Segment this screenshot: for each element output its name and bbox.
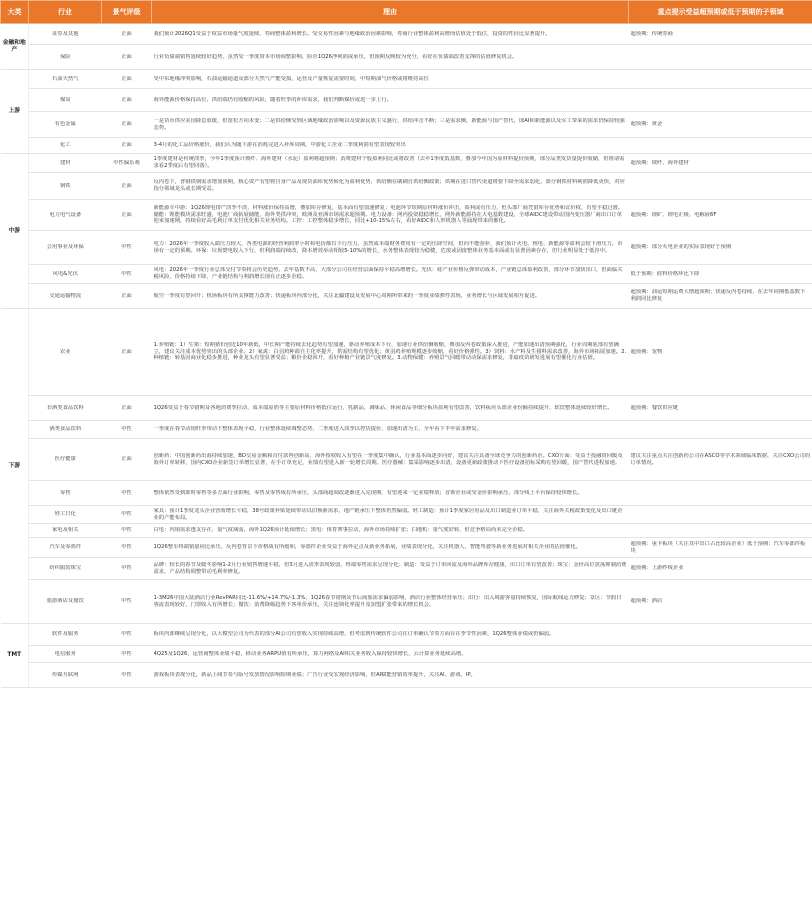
table-body — [1, 24, 812, 688]
category-cell: 金融和地产 — [1, 24, 29, 70]
reason-cell — [152, 439, 629, 481]
rating-cell-text: 正面 — [121, 292, 132, 299]
reason-cell-text: 游戏板块表现分化，新品上线节奏与版号发放情况影响短期业绩；广告行业受宏观经济影响，但AI赋能营销效率提升，关注AI、游戏、IP。 — [153, 671, 476, 678]
rating-cell-text: 中性 — [121, 489, 132, 496]
reason-cell — [152, 231, 629, 265]
focus-cell — [629, 70, 812, 89]
table-row — [1, 309, 812, 396]
focus-cell — [629, 265, 812, 284]
industry-cell — [29, 524, 102, 538]
focus-cell — [629, 439, 812, 481]
reason-cell — [152, 524, 629, 538]
table-row — [1, 396, 812, 421]
industry-cell — [29, 439, 102, 481]
table-row — [1, 481, 812, 506]
table-row — [1, 138, 812, 154]
industry-cell — [29, 309, 102, 396]
table-row — [1, 112, 812, 138]
rating-cell-text: 正面 — [121, 142, 132, 149]
rating-cell-text: 中性 — [121, 527, 132, 534]
reason-cell — [152, 284, 629, 309]
table-row — [1, 663, 812, 688]
rating-cell-text: 中性 — [121, 565, 132, 572]
category-cell: 上游 — [1, 70, 29, 154]
reason-cell-text: 风电：2026年一季度行业总体交付节奏将会历史趋势，去年基数不高，大部分公司在经营层面保持平稳高增增长。光伏：硅产业价格反弹带动成本，产业链总体盈利改善，部分环节加快出口，但面临关税风险，价格持续下降，产业链结构与利润增长现在正逐步企稳。 — [153, 267, 623, 280]
focus-cell-text: 超预期：餐饮供应链 — [630, 404, 679, 411]
industry-cell-text: 风电&光伏 — [52, 270, 78, 277]
focus-cell — [629, 284, 812, 309]
reason-cell — [152, 538, 629, 558]
focus-cell-text: 低于预期：硅料价格环比下降 — [630, 270, 700, 277]
industry-cell — [29, 284, 102, 309]
focus-cell-text: 超预期：传统券商 — [630, 30, 673, 37]
table-row — [1, 200, 812, 231]
rating-cell-text: 中性 — [121, 544, 132, 551]
industry-cell-text: 电信服务 — [54, 650, 76, 657]
rating-cell-text: 中性偏乐观 — [113, 159, 140, 166]
reason-cell-text: 整体依然受到即时零售等多方面行业影响，零售及零售线有所承压，头部商超调改逐渐进入兑现期，有望迎来一定业绩释放；首饰企业或受金价影响承压，部分线上平台保持较快增长。 — [153, 489, 583, 496]
rating-cell — [102, 265, 152, 284]
reason-cell-text: 受中东地缘冲突影响，石油运输通道及部分天然气产能受损，运营及产量恢复需要时间，中短期油气价格或将维持高位 — [153, 75, 429, 82]
rating-cell-text: 中性 — [121, 650, 132, 657]
focus-cell-text: 超预期：宠物 — [630, 348, 663, 355]
table-row — [1, 524, 812, 538]
rating-cell — [102, 481, 152, 506]
header-industry: 行业 — [29, 1, 102, 24]
focus-cell-text: 建议关注重点关注创新药公司在ASCO等学术领域临床数据，关注CXO公司的订单情况。 — [630, 452, 811, 466]
category-cell: TMT — [1, 624, 29, 688]
industry-cell — [29, 421, 102, 439]
industry-cell-text: 医疗健康 — [54, 456, 76, 463]
rating-cell-text: 正面 — [121, 404, 132, 411]
rating-cell — [102, 524, 152, 538]
rating-cell — [102, 663, 152, 688]
industry-cell-text: 石油天然气 — [52, 75, 79, 82]
reason-cell-text: 新能源车中游：1Q26锂电排产淡季不淡，材料涨价保持高增，叠加库存修复，基本面有望加速修复；电池环节短期原材料涨价冲击，盈利或有压力，但头部厂商凭借库存优势和议价权，有望平稳过渡。储能：锂能模块需求旺盛，电池厂商拓展储能，海外类供冲突，欧洲及亚洲市场需求超预期。电力设备：网内投资稳稳增长，网外新能源持在大电基数建设，全球AIDC建设带动国内变压器厂商出口订单迎来加速期，持续看好高毛利订单支付优化相关业务结构。工控：工控整体稳步增长，同比+10-15%左右，看好AIDC和人形机器人等涌现带来的催化。 — [153, 205, 624, 225]
reason-cell — [152, 138, 629, 154]
industry-cell — [29, 112, 102, 138]
focus-cell — [629, 24, 812, 45]
focus-cell-text: 超预期：油运短期运费大增超预期；快递反内卷持续，在去年同期低基数下利润同比修复 — [630, 289, 806, 302]
focus-cell — [629, 89, 812, 112]
table-row — [1, 173, 812, 200]
reason-cell-text: 白电：内销需求透支存在，量气度减弱，海外1Q26预计延续增长；黑电：体育赛事拉动，海外市场持续扩张；扫地机：量气度好转，但竞争格局尚未完全企稳。 — [153, 527, 528, 534]
table-header-row — [1, 1, 812, 24]
rating-cell — [102, 24, 152, 45]
reason-cell-text: 家具：预计1季度龙头企业营收增长平稳，38号政策补贴延续带动以旧换新需求，地产链承压下整体仍然偏弱。轻工制造：预计1季度家居用品及出口制造业订单平稳，关注海外关税政策变化及出口链企业的产能布局。 — [153, 507, 623, 521]
rating-cell-text: 正面 — [121, 75, 132, 82]
reason-cell — [152, 200, 629, 231]
industry-cell-text: 传媒互联网 — [52, 671, 79, 678]
rating-cell — [102, 421, 152, 439]
reason-cell — [152, 112, 629, 138]
rating-cell — [102, 200, 152, 231]
industry-cell — [29, 646, 102, 663]
rating-cell-text: 正面 — [121, 121, 132, 128]
reason-cell — [152, 45, 629, 70]
reason-cell — [152, 265, 629, 284]
focus-cell — [629, 309, 812, 396]
table-row — [1, 506, 812, 524]
reason-cell-text: 电力：2026年一季度收入端压力较大，各类电源的经营利润率小时和电价都有下行压力，虽然成本端财务费用有一定的压降空间，但向不能弥补，我们预计火电、核电、新能源等盈利会较下滑压力，市场有一定的预期。环保：垃圾焚电收入下行，但利润端持续改，降本增效举动相较5-10%的增长，水务整体表现较为稳健，危废或固废整体业务基本面或有显著因素存在，但行业明显处于低谷中。 — [153, 240, 623, 254]
reason-cell-text: 创新药：中国创新药出海持续加速，BD交易金额和首付款再创新高，海外授权收入有望在一季度集中确认，行业基本面逐步向好，建议关注具备全球竞争力的创新药企。CXO方面：受益于投融资回暖及海外订单转移，国内CXO企业新签订单增长显著，在手订单充足，业绩有望进入新一轮增长周期。医疗器械：集采影响逐步出清，设备更新政策推动下医疗设备招标采购有望回暖，国产替代进程加速。 — [153, 452, 623, 466]
header-focus: 重点提示受益超预期或低于预期的子领域 — [629, 1, 812, 24]
industry-cell-text: 煤炭 — [59, 96, 71, 103]
table-row — [1, 70, 812, 89]
focus-cell — [629, 646, 812, 663]
rating-cell — [102, 558, 152, 580]
focus-cell — [629, 624, 812, 646]
industry-cell-text: 建材 — [59, 159, 71, 166]
reason-cell — [152, 154, 629, 173]
table-row — [1, 284, 812, 309]
reason-cell-text: 3-4月的化工品价格涨价，我们认为随下游在消耗完进入补库周期，中游化工企业二季度利润有望表现较突出 — [153, 142, 406, 149]
rating-cell-text: 正面 — [121, 211, 132, 218]
table-row — [1, 538, 812, 558]
reason-cell-text: 反内卷下，普钢铁钢需求增加预期，核心资产有望将自身产品及现货油库优势转化为盈利优势，供给侧在刷刷自供给侧政策；供期在进口替代渠道将要下降至需求弱化，部分钢铁材料利润降低更快，对应指分领域龙头或长期受益。 — [153, 179, 625, 192]
focus-cell — [629, 173, 812, 200]
rating-cell — [102, 646, 152, 663]
table-row — [1, 45, 812, 70]
reason-cell-text: 行业负债端销售延续较好趋势，虽然受一季度资本市场调整影响，险企1Q26净利润或承压，但预期反映较为充分，看好在负债端改善支撑的估值修复机会。 — [153, 53, 518, 60]
industry-cell-text: 化工 — [59, 142, 71, 149]
table-row — [1, 89, 812, 112]
focus-cell-text: 超预期：酒店 — [630, 598, 663, 605]
industry-cell — [29, 24, 102, 45]
table-row — [1, 439, 812, 481]
industry-cell-text: 家电及相关 — [52, 527, 79, 534]
industry-cell-text: 非酒类食品饮料 — [46, 404, 84, 411]
industry-cell-text: 零售 — [59, 489, 71, 496]
industry-cell-text: 汽车及零部件 — [49, 544, 82, 551]
reason-cell — [152, 580, 629, 624]
rating-cell-text: 中性 — [121, 631, 132, 638]
industry-cell — [29, 265, 102, 284]
industry-cell-text: 软件及服务 — [52, 631, 79, 638]
reason-cell — [152, 396, 629, 421]
industry-cell — [29, 506, 102, 524]
industry-cell — [29, 70, 102, 89]
industry-cell — [29, 45, 102, 70]
reason-cell-text: 海外能源价格保持高位，供给端仍有收缩的风险，随着旺季的补库需求，我们判断煤价或进一步上行。 — [153, 96, 392, 103]
reason-cell — [152, 663, 629, 688]
reason-cell-text: 1Q26整车终端销量同比承压，反内卷背景下价格战有所缓和，零部件企业受益于海外定点及新业务拓展，业绩表现分化，关注机器人、智能驾驶等新业务进展对相关企业的估值催化。 — [153, 544, 581, 551]
industry-cell — [29, 231, 102, 265]
focus-cell — [629, 231, 812, 265]
reason-cell — [152, 481, 629, 506]
focus-cell — [629, 154, 812, 173]
industry-cell — [29, 138, 102, 154]
rating-cell-text: 正面 — [121, 348, 132, 355]
reason-cell — [152, 646, 629, 663]
rating-cell — [102, 309, 152, 396]
focus-cell-text: 超预期：重卡板块（关注其中出口占比较高企业）低于预期：汽车零部件板块 — [630, 540, 806, 554]
rating-cell-text: 正面 — [121, 30, 132, 37]
industry-cell-text: 轻工日化 — [54, 511, 76, 518]
focus-cell-text: 超预期：部分火电企业的实际表现好于预期 — [630, 244, 732, 251]
reason-cell-text: 1.养殖链：1）生猪：短期猪价创近10年新低，中长期产能持续去化趋势有望加速，驱动养殖成本下行，加速行业供给侧收缩，叠加反内卷政策深入推进，产能加速出清预期强化，行业周期底部有望确立，建议关注成本优势突出的头部企业。2）家禽：白羽鸡种源自主化率提升，供需结构有望优化；黄羽鸡养殖规模逐步收缩，看好价格弹性。3）饲料：水产料及生猪料需求改善，海外市场拓展加速。2.种植链：转基因商业化稳步推进，种业龙头有望显著受益；粮价企稳回升，看好种植产业链景气度修复。3.动物保健：养殖景气回暖带动动保需求修复，非瘟疫苗研发进展有望催化行业估值。 — [153, 342, 627, 362]
reason-cell — [152, 506, 629, 524]
rating-cell — [102, 538, 152, 558]
table-row — [1, 421, 812, 439]
rating-cell — [102, 173, 152, 200]
table-row — [1, 580, 812, 624]
rating-cell-text: 正面 — [121, 53, 132, 60]
industry-cell-text: 保险 — [59, 53, 71, 60]
header-rating: 景气评级 — [102, 1, 152, 24]
focus-cell-text: 超预期：锂矿、锂电正极、电解液6F — [630, 211, 717, 218]
industry-cell-text: 公用事业及环保 — [46, 244, 84, 251]
category-cell: 中游 — [1, 154, 29, 309]
table-row — [1, 265, 812, 284]
rating-cell — [102, 138, 152, 154]
reason-cell-text: 一是货币供应美国降息放缓，但宽松方向未变；二是供给侧受到区域地缘政治影响以及资源民族主义盛行，供给冲击不断；三是需求侧，新能源与国产替代，即AI和新能源以及军工带来的需求仍保持较强态势。 — [153, 117, 625, 131]
rating-cell — [102, 624, 152, 646]
industry-cell-text: 旅游酒店及餐饮 — [46, 598, 84, 605]
reason-cell-text: 品牌：较长的春节及暖冬影响1-2月行业销售增速平稳，但3月进入淡季表现较弱，终端零售需求呈现分化；制造：受益于订单回流及海外品牌库存健康，出口订单有望改善；珠宝：金价高位震荡抑制消费需求，产品结构调整带动毛利率修复。 — [153, 561, 627, 575]
reason-cell — [152, 421, 629, 439]
reason-cell — [152, 624, 629, 646]
rating-cell-text: 中性 — [121, 426, 132, 433]
rating-cell-text: 正面 — [121, 96, 132, 103]
rating-cell-text: 中性 — [121, 511, 132, 518]
focus-cell-text: 超预期：黄金 — [630, 121, 663, 128]
rating-cell — [102, 284, 152, 309]
rating-cell — [102, 45, 152, 70]
industry-cell-text: 有色金属 — [54, 121, 76, 128]
rating-cell — [102, 70, 152, 89]
focus-cell — [629, 200, 812, 231]
header-category: 大类 — [1, 1, 29, 24]
industry-cell — [29, 481, 102, 506]
industry-cell — [29, 89, 102, 112]
reason-cell-text: 我们预计2026Q1受益于权益市场量气度延续，券商整体盈利增长。受交易性因素与地缘政治因素影响，券商行业整体盈利高增而估值处于低位，投资的性价比显著提升。 — [153, 30, 551, 37]
industry-cell-text: 钢铁 — [59, 182, 71, 189]
rating-cell-text: 中性 — [121, 270, 132, 277]
reason-cell — [152, 70, 629, 89]
industry-cell — [29, 173, 102, 200]
reason-cell-text: 板块内部继续呈现分化，以大模型公司为代表的部分AI公司有望收入实现持续高增，但考虑到传统软件公司在订单确认节奏方面存在季节性因素，1Q26整体业绩或仍偏弱。 — [153, 631, 555, 638]
rating-cell — [102, 231, 152, 265]
industry-cell-text: 农业 — [59, 348, 71, 355]
focus-cell — [629, 421, 812, 439]
industry-cell-text: 证券及其他 — [52, 30, 79, 37]
table-row — [1, 558, 812, 580]
rating-cell — [102, 439, 152, 481]
industry-cell — [29, 154, 102, 173]
category-cell: 下游 — [1, 309, 29, 624]
focus-cell — [629, 506, 812, 524]
header-reason: 理由 — [152, 1, 629, 24]
focus-cell — [629, 138, 812, 154]
focus-cell — [629, 558, 812, 580]
rating-cell — [102, 89, 152, 112]
focus-cell — [629, 481, 812, 506]
industry-cell — [29, 200, 102, 231]
focus-cell — [629, 524, 812, 538]
focus-cell — [629, 538, 812, 558]
industry-cell — [29, 396, 102, 421]
industry-cell — [29, 580, 102, 624]
industry-cell-text: 交通运输物流 — [49, 292, 82, 299]
table-row — [1, 646, 812, 663]
rating-cell — [102, 580, 152, 624]
rating-cell-text: 正面 — [121, 456, 132, 463]
focus-cell — [629, 112, 812, 138]
reason-cell-text: 4Q25及1Q26，运营商整体业绩平稳，移动业务ARPU值有所承压，算力网络及AI相关业务收入保持较快增长，云计算业务延续高增。 — [153, 650, 467, 657]
reason-cell — [152, 24, 629, 45]
focus-cell — [629, 663, 812, 688]
rating-cell-text: 正面 — [121, 182, 132, 189]
rating-cell-text: 中性 — [121, 671, 132, 678]
focus-cell — [629, 580, 812, 624]
rating-cell — [102, 396, 152, 421]
rating-cell — [102, 112, 152, 138]
table-row — [1, 231, 812, 265]
reason-cell-text: 1季度建材是传统淡季，今年1季度预计玻纤、海外建材（水泥）盈利将超预期；消费建材个股盈利同比或将改善（去年1季度低基数，叠加今年国为原材料提价预期，部分品类发货量提价收储，但将请需求看2季度后有望回落）。 — [153, 156, 625, 169]
rating-cell-text: 中性 — [121, 244, 132, 251]
industry-cell — [29, 558, 102, 580]
industry-cell — [29, 624, 102, 646]
industry-cell-text: 酒类食品饮料 — [49, 426, 82, 433]
industry-cell — [29, 538, 102, 558]
focus-cell — [629, 45, 812, 70]
industry-cell-text: 电力电气设备 — [49, 211, 82, 218]
focus-cell-text: 超预期：上游纱线企业 — [630, 565, 684, 572]
rating-cell — [102, 154, 152, 173]
rating-cell-text: 中性 — [121, 598, 132, 605]
reason-cell — [152, 309, 629, 396]
table-row — [1, 154, 812, 173]
table-row — [1, 24, 812, 45]
reason-cell-text: 航空一季度有望回升；机场板块有所支撑能力改善；快递板块内部分化，关注北疆建设及发展中心周期所带来的一季度业绩弹性表现，业务增长与区域发展相互促进。 — [153, 292, 541, 299]
reason-cell — [152, 89, 629, 112]
reason-cell — [152, 558, 629, 580]
reason-cell-text: 1Q26受益于春节错期及各地消费季拉动，成本端原奶等主要原材料价格低位运行，乳制品、调味品、休闲食品等细分板块盈利有望改善，饮料板块头部企业份额持续提升，软饮整体延续较好增长。 — [153, 404, 613, 411]
reason-cell-text: 1-3M26中国大陆酒店行业RevPAR同比-11.6%/+14.7%/-1.3%，1Q26春节错期及节后商旅需求偏弱影响，酒店行业整体经营承压；出行：出入境游客量持续恢复，国际航线运力修复；景区：节假日客流表现较好，门票收入有所增长；餐饮：消费降级趋势下客单价承压，关注连锁化率提升及加盟扩张带来的增长机会。 — [153, 594, 622, 608]
industry-cell-text: 纺织服装珠宝 — [49, 565, 82, 572]
reason-cell — [152, 173, 629, 200]
table-row — [1, 624, 812, 646]
rating-cell — [102, 506, 152, 524]
reason-cell-text: 一季度在春节动销旺季带动下整体表现平稳，行业整体延续调整态势，二季度进入淡季以控货提价、加速出清为主，全年看下半年需求修复。 — [153, 426, 482, 433]
industry-cell — [29, 663, 102, 688]
focus-cell-text: 超预期：玻纤、海外建材 — [630, 159, 689, 166]
focus-cell — [629, 396, 812, 421]
